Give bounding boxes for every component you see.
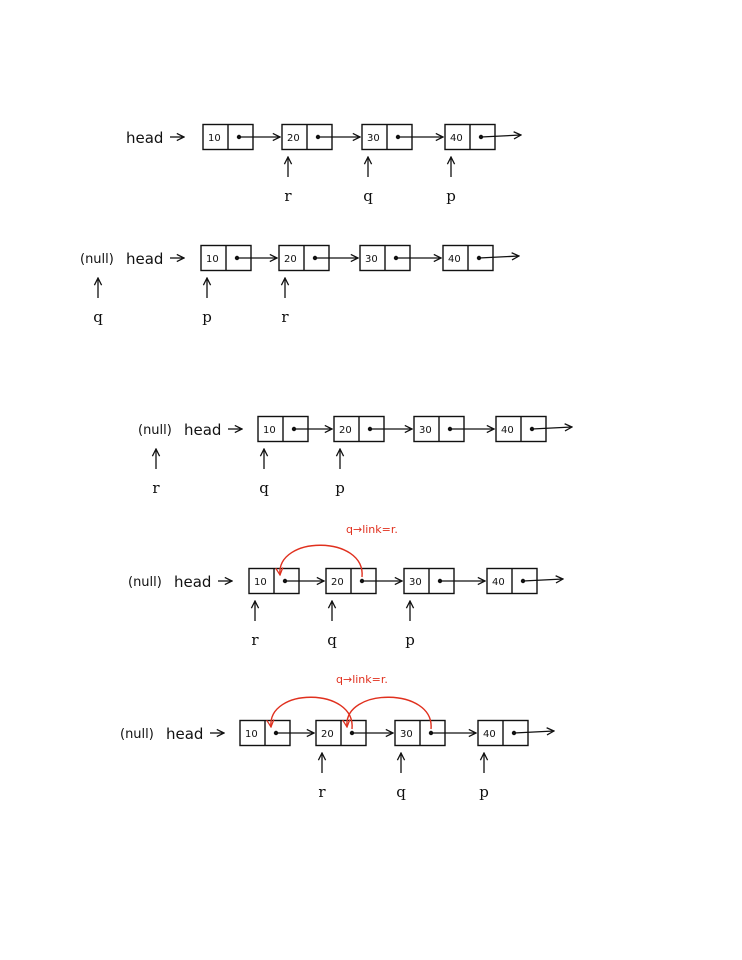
node-value: 20 [284, 254, 297, 265]
node-value: 40 [483, 729, 496, 740]
node-value: 10 [206, 254, 219, 265]
pointer-r [281, 278, 289, 326]
pointer-label: r [284, 187, 292, 205]
list-node [258, 417, 332, 442]
link-arrow [532, 427, 572, 429]
node-value: 40 [448, 254, 461, 265]
list-node [334, 417, 412, 442]
link-arrow [514, 731, 554, 733]
node-value: 30 [409, 577, 422, 588]
pointer-q [363, 157, 373, 205]
pointer-r [251, 601, 259, 649]
list-node [279, 246, 358, 271]
node-value: 20 [331, 577, 344, 588]
head-label: head [166, 725, 204, 743]
list-node [249, 569, 324, 594]
list-node [443, 246, 519, 271]
head-label: head [174, 573, 212, 591]
null-label: (null) [138, 423, 172, 438]
pointer-p [479, 753, 489, 801]
list-node [282, 125, 360, 150]
reversed-link-arc [271, 697, 352, 729]
pointer-q [327, 601, 337, 649]
list-node [316, 721, 393, 746]
node-value: 10 [263, 425, 276, 436]
node-value: 40 [501, 425, 514, 436]
reversed-link-arc [347, 697, 431, 729]
pointer-label: q [259, 479, 269, 497]
node-value: 20 [287, 133, 300, 144]
list-node [203, 125, 280, 150]
pointer-p [405, 601, 415, 649]
list-node [326, 569, 402, 594]
link-arrow [481, 135, 521, 137]
pointer-label: q [327, 631, 337, 649]
pointer-p [446, 157, 456, 205]
pointer-label: r [251, 631, 259, 649]
node-value: 40 [492, 577, 505, 588]
pointer-label: r [281, 308, 289, 326]
diagram-3 [138, 417, 572, 498]
list-node [496, 417, 572, 442]
null-label: (null) [128, 575, 162, 590]
head-label: head [126, 250, 164, 268]
node-value: 10 [208, 133, 221, 144]
pointer-label: q [396, 783, 406, 801]
pointer-q [259, 449, 269, 497]
pointer-r [318, 753, 326, 801]
diagram-1 [126, 125, 521, 206]
pointer-q [396, 753, 406, 801]
node-value: 20 [321, 729, 334, 740]
head-label: head [184, 421, 222, 439]
link-arrow [523, 579, 563, 581]
pointer-label: p [446, 187, 456, 205]
pointer-p [202, 278, 212, 326]
list-node [414, 417, 494, 442]
null-label: (null) [80, 252, 114, 267]
pointer-label: q [93, 308, 103, 326]
diagram-4 [128, 523, 563, 649]
annotation-text: q→link=r. [336, 673, 388, 686]
diagram-5 [120, 673, 554, 801]
pointer-label: r [152, 479, 160, 497]
diagram-2 [80, 246, 519, 327]
list-node [362, 125, 443, 150]
pointer-label: p [479, 783, 489, 801]
node-value: 30 [419, 425, 432, 436]
pointer-label: p [405, 631, 415, 649]
pointer-label: p [202, 308, 212, 326]
pointer-q [93, 278, 103, 326]
node-value: 40 [450, 133, 463, 144]
pointer-p [335, 449, 345, 497]
list-node [487, 569, 563, 594]
node-value: 20 [339, 425, 352, 436]
list-node [201, 246, 277, 271]
node-value: 30 [367, 133, 380, 144]
node-value: 30 [400, 729, 413, 740]
node-value: 10 [245, 729, 258, 740]
pointer-r [152, 449, 160, 497]
list-node [478, 721, 554, 746]
annotation-text: q→link=r. [346, 523, 398, 536]
null-label: (null) [120, 727, 154, 742]
list-node [395, 721, 476, 746]
list-node [445, 125, 521, 150]
pointer-r [284, 157, 292, 205]
link-arrow [479, 256, 519, 258]
pointer-label: p [335, 479, 345, 497]
list-node [240, 721, 314, 746]
pointer-label: r [318, 783, 326, 801]
list-node [360, 246, 441, 271]
list-node [404, 569, 485, 594]
reversed-link-arc [280, 545, 362, 577]
pointer-label: q [363, 187, 373, 205]
head-label: head [126, 129, 164, 147]
node-value: 30 [365, 254, 378, 265]
node-value: 10 [254, 577, 267, 588]
